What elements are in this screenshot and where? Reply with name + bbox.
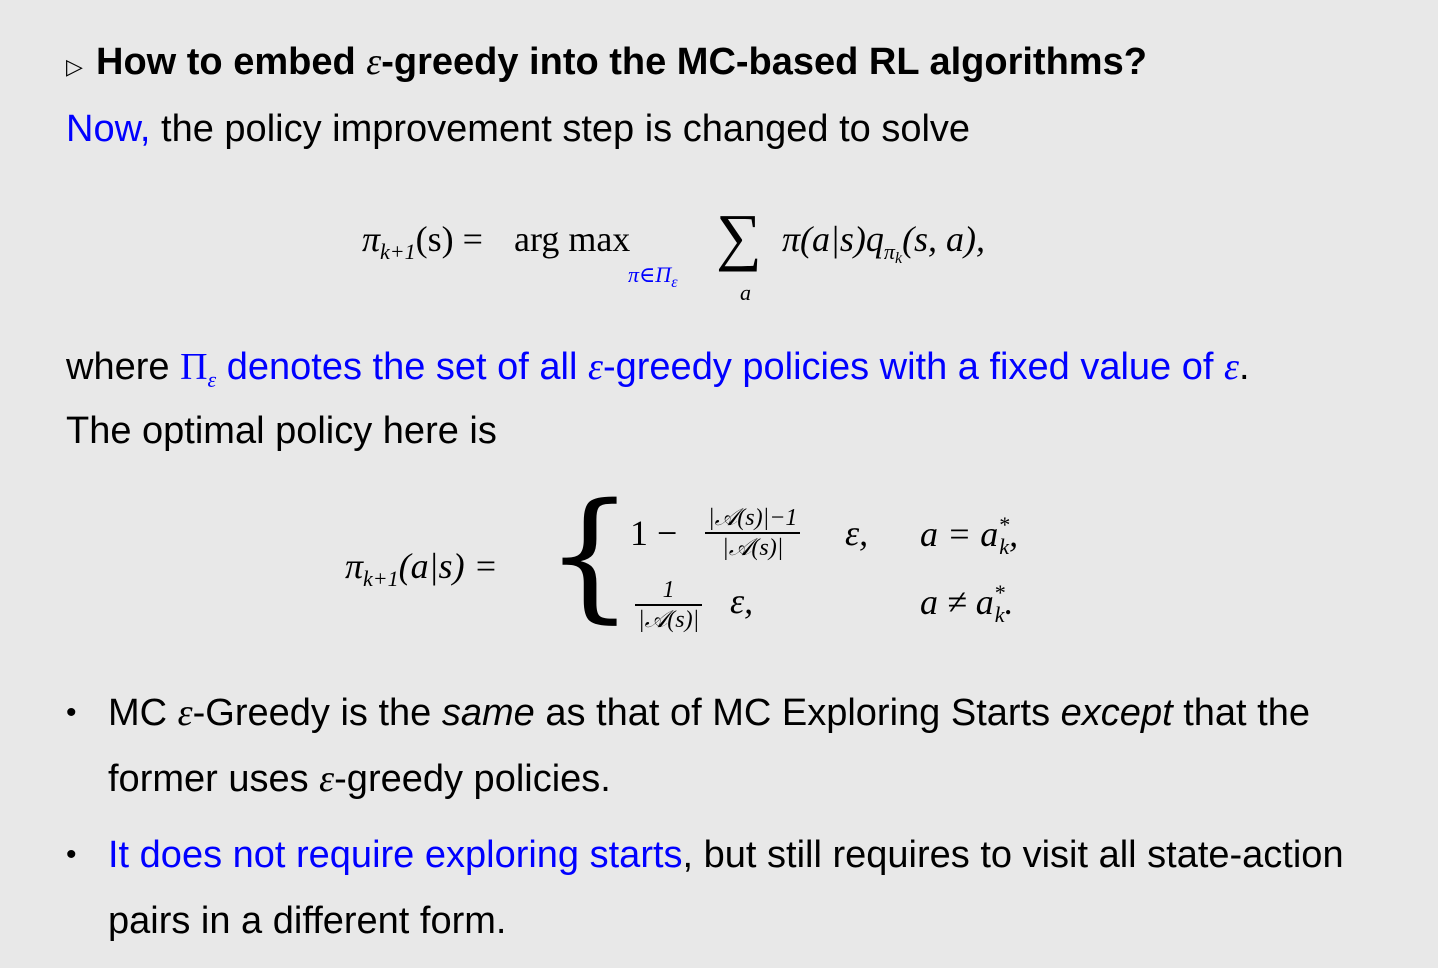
heading-epsilon: ε <box>366 41 382 83</box>
slide-heading <box>66 40 1147 84</box>
eq2-case1-fraction: |𝒜(s)|−1 |𝒜(s)| <box>705 504 800 562</box>
pi-epsilon-symbol: $\Pi_\varepsilon$ <box>180 346 217 392</box>
eq1-sum-symbol: ∑ <box>716 201 762 272</box>
eq1-argmax: arg max <box>514 219 631 259</box>
heading-text-before: How to embed <box>96 41 367 83</box>
eq2-case1-lead: 1 − <box>630 513 678 553</box>
eq2-case2-fraction: 1 |𝒜(s)| <box>635 576 702 634</box>
optimal-policy-line: The optimal policy here is <box>66 410 497 452</box>
intro-now: Now, <box>66 108 151 150</box>
policy-improvement-equation <box>362 201 1082 310</box>
eq2-brace: { <box>545 474 635 637</box>
optimal-policy-equation <box>345 474 1105 640</box>
heading-text-after: -greedy into the MC-based RL algorithms? <box>381 41 1147 83</box>
triangle-bullet-icon: ▷ <box>66 54 83 79</box>
bullet-dot-icon: • <box>66 696 77 729</box>
bullet-item-1 <box>66 680 1366 820</box>
eq1-lhs: $\pi_{k+1}(s)$ = <box>362 219 483 264</box>
intro-line <box>66 108 970 151</box>
eq2-condition1: $a = a^*_k$, <box>920 512 1019 559</box>
eq1-sum-subscript: a <box>740 280 751 305</box>
eq1-rhs: $\pi(a|s)q_{\pi k}(s$, a), <box>782 219 986 267</box>
eq2-case2-epsilon: ε, <box>730 581 754 621</box>
intro-rest: the policy improvement step is changed to solve <box>150 108 971 150</box>
bullet-item-2 <box>66 822 1366 962</box>
bullet-dot-icon: • <box>66 838 77 871</box>
eq1-argmax-subscript: $\pi\in\Pi_\varepsilon$ <box>628 262 678 291</box>
eq2-condition2: $a \ne a^*_k$. <box>920 580 1014 627</box>
bullet-2-text: It does not require exploring starts, but still requires to visit all state-action pairs in a different form. <box>108 834 1344 942</box>
eq2-case1-epsilon: ε, <box>845 513 869 553</box>
eq2-lhs: $\pi_{k+1}(a|s)$ = <box>345 546 498 591</box>
bullet-1-text: MC ε-Greedy is the same as that of MC Exploring Starts except that the former uses ε-greedy policies. <box>108 692 1310 800</box>
where-line: where $\Pi_\varepsilon$ denotes the set of all ε-greedy policies with a fixed value of ε. <box>66 346 1250 392</box>
